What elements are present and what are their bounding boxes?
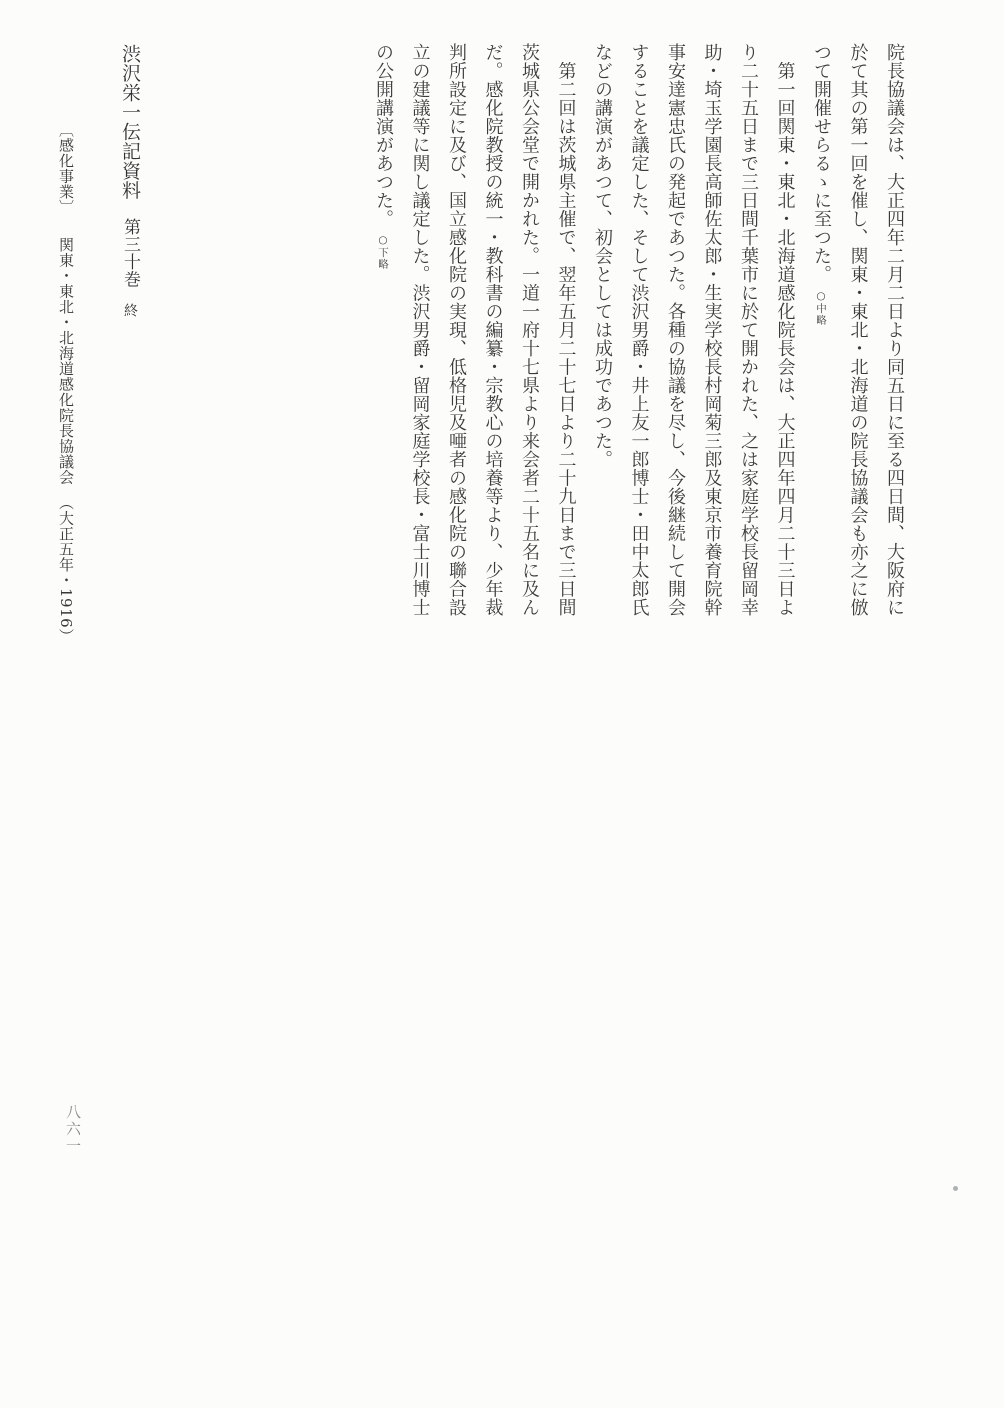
text-column — [401, 43, 438, 743]
text-column — [438, 43, 475, 743]
omission-note: ○下略 — [377, 234, 389, 270]
page-number: 八六一 — [64, 1104, 82, 1155]
book-title-column — [117, 44, 142, 318]
text-column — [657, 43, 694, 743]
text-column-content: 立の建議等に関し議定した。渋沢男爵・留岡家庭学校長・富士川博士 — [409, 43, 431, 617]
text-column — [693, 43, 730, 743]
section-date: （大正五年・1916） — [57, 495, 75, 644]
text-column-content: 第二回は茨城県主催で、翌年五月二十七日より二十九日まで三日間 — [555, 43, 577, 617]
text-column — [511, 43, 548, 743]
volume-label: 第三十巻 — [120, 218, 140, 288]
text-column-content: などの講演があつて、初会としては成功であつた。 — [592, 43, 613, 469]
text-column — [839, 43, 876, 743]
text-column — [730, 43, 767, 743]
text-column — [766, 43, 803, 743]
text-column — [584, 43, 621, 743]
text-column-content: り二十五日まで三日間千葉市に於て開かれた、之は家庭学校長留岡幸 — [738, 43, 759, 617]
body-text-block — [365, 43, 913, 743]
section-title-column — [56, 122, 76, 644]
category-label: 〔感化事業〕 — [57, 122, 75, 215]
text-column-content: 茨城県公会堂で開かれた。一道一府十七県より来会者二十五名に及ん — [519, 43, 540, 617]
book-title: 渋沢栄一伝記資料 — [119, 44, 141, 200]
text-column — [474, 43, 511, 743]
text-column-content: することを議定した、そして渋沢男爵・井上友一郎博士・田中太郎氏 — [628, 43, 650, 617]
text-column-content: 助・埼玉学園長高師佐太郎・生実学校長村岡菊三郎及東京市養育院幹 — [701, 43, 723, 617]
text-column — [365, 43, 402, 743]
text-column-content: つて開催せらるゝに至つた。 — [811, 43, 832, 284]
text-column-content: 院長協議会は、大正四年二月二日より同五日に至る四日間、大阪府に — [884, 43, 905, 617]
text-column-content: 判所設定に及び、国立感化院の実現、低格児及唖者の感化院の聯合設 — [446, 43, 467, 617]
text-column — [876, 43, 913, 743]
text-column-content: 第一回関東・東北・北海道感化院長会は、大正四年四月二十三日よ — [774, 43, 796, 617]
end-mark: 終 — [122, 303, 138, 318]
omission-note: ○中略 — [815, 289, 827, 326]
text-column-content: 於て其の第一回を催し、関東・東北・北海道の院長協議会も亦之に倣 — [847, 43, 869, 617]
text-column-content: の公開講演があつた。 — [373, 43, 394, 228]
text-column — [620, 43, 657, 743]
text-column — [803, 43, 840, 743]
text-column-content: 事安達憲忠氏の発起であつた。各種の協議を尽し、今後継続して開会 — [665, 43, 686, 617]
scan-speck — [953, 1186, 958, 1191]
text-column — [547, 43, 584, 743]
text-column-content: だ。感化院教授の統一・教科書の編纂・宗教心の培養等より、少年裁 — [482, 43, 504, 617]
section-name: 関東・東北・北海道感化院長協議会 — [57, 237, 75, 485]
